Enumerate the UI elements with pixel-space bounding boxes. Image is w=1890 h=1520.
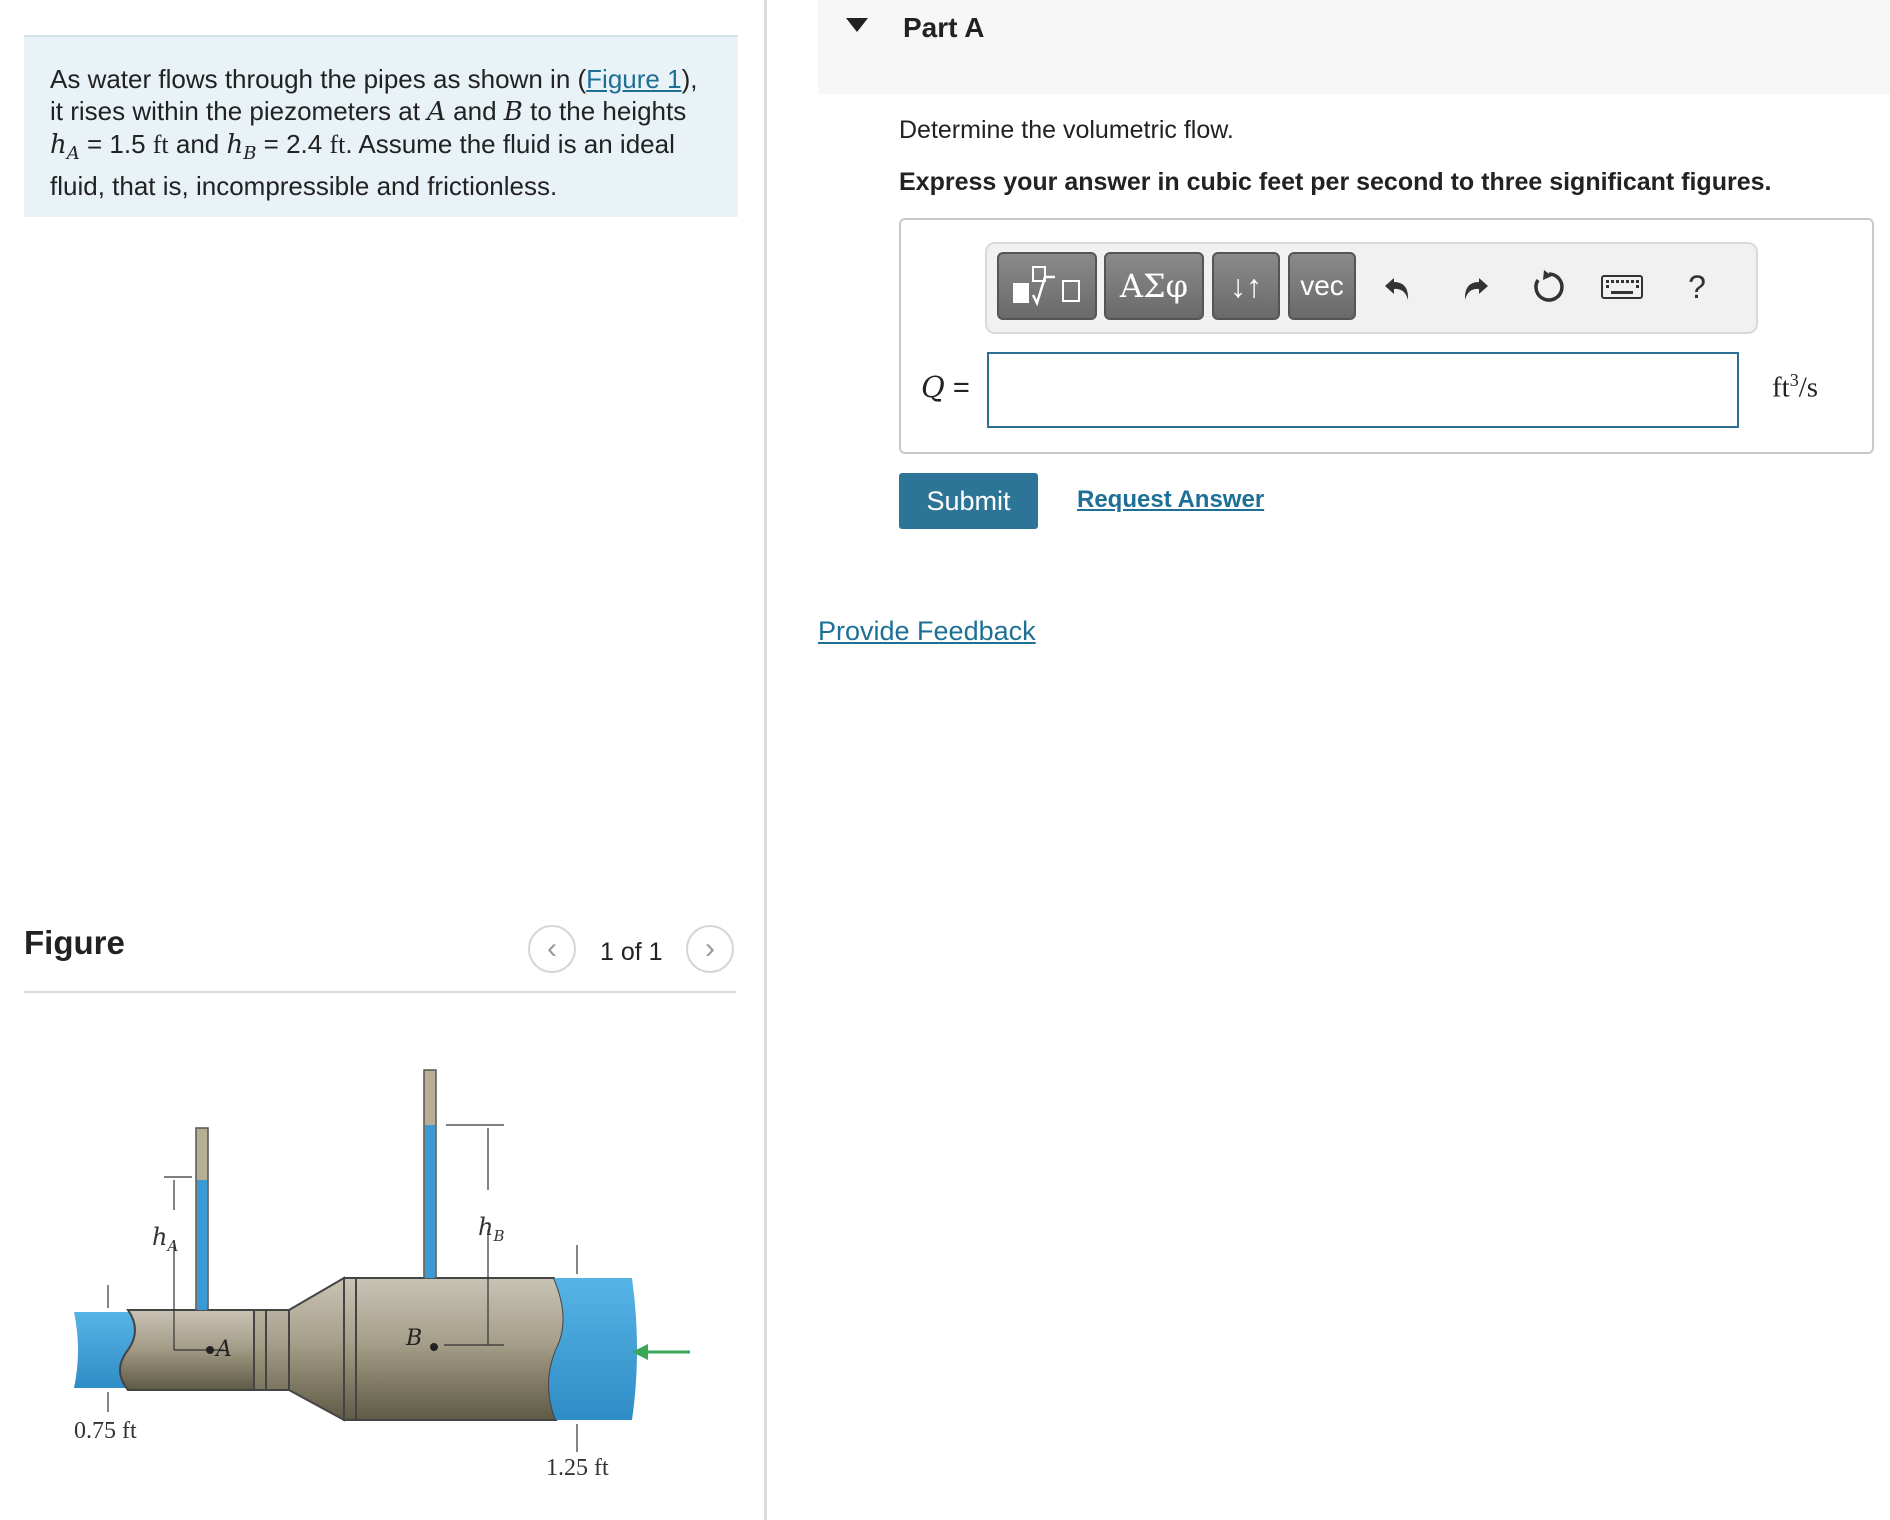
provide-feedback-link[interactable]: Provide Feedback (818, 616, 1036, 646)
greek-button[interactable]: ΑΣφ (1104, 252, 1204, 320)
ha-var: h (50, 130, 67, 160)
caret-down-icon[interactable] (846, 18, 868, 32)
figure-next-button[interactable] (686, 925, 734, 973)
question-text: Determine the volumetric flow. (899, 116, 1234, 144)
help-icon[interactable]: ? (1688, 268, 1706, 305)
var-a: A (427, 97, 446, 127)
redo-icon[interactable] (1450, 262, 1500, 312)
templates-button[interactable] (997, 252, 1097, 320)
figure-counter: 1 of 1 (600, 938, 663, 966)
arrows-button[interactable]: ↓↑ (1212, 252, 1280, 320)
keyboard-icon[interactable] (1596, 262, 1648, 312)
hb-var: h (226, 130, 244, 160)
figure-prev-button[interactable] (528, 925, 576, 973)
problem-statement (24, 35, 738, 217)
column-divider (764, 0, 767, 1520)
label-hb: $h_B$ (478, 1213, 505, 1245)
chevron-right-icon: › (705, 932, 715, 965)
submit-button[interactable]: Submit (899, 473, 1038, 529)
undo-icon[interactable] (1373, 262, 1423, 312)
chevron-left-icon: ‹ (547, 932, 557, 965)
problem-line-2: it rises within the piezometers at A and B to the heights (50, 96, 687, 127)
fraction-sqrt-icon (1007, 261, 1087, 311)
figure-divider (24, 991, 736, 993)
problem-line-4: fluid, that is, incompressible and frictionless. (50, 171, 558, 202)
label-dim-large: 1.25 ft (546, 1455, 609, 1481)
figure-title: Figure (24, 924, 125, 961)
unit-label: $ft^3/s$ (1772, 370, 1819, 404)
label-point-a: A (216, 1337, 232, 1362)
label-point-b: B (406, 1326, 423, 1351)
part-title[interactable]: Part A (903, 12, 985, 43)
pipe-figure (24, 1040, 724, 1510)
label-dim-small: 0.75 ft (74, 1418, 137, 1444)
large-pipe (344, 1278, 564, 1420)
label-ha: $h_A$ (152, 1223, 179, 1255)
answer-input[interactable] (987, 352, 1739, 428)
vec-button[interactable]: vec (1288, 252, 1356, 320)
var-b: B (503, 97, 523, 127)
problem-line-1: As water flows through the pipes as shown in (Figure 1), (50, 64, 698, 94)
water-inlet-right (549, 1278, 637, 1420)
reducer (254, 1278, 344, 1420)
instruction-text: Express your answer in cubic feet per second to three significant figures. (899, 168, 1772, 196)
answer-label: Q = (921, 370, 970, 404)
reset-icon[interactable] (1524, 262, 1574, 312)
figure-link[interactable]: Figure 1 (586, 64, 682, 94)
request-answer-link[interactable]: Request Answer (1077, 486, 1265, 513)
problem-line-3: $h_A = 1.5$ ft and $h_B = 2.4$ ft. Assume the fluid is an ideal (50, 129, 675, 165)
